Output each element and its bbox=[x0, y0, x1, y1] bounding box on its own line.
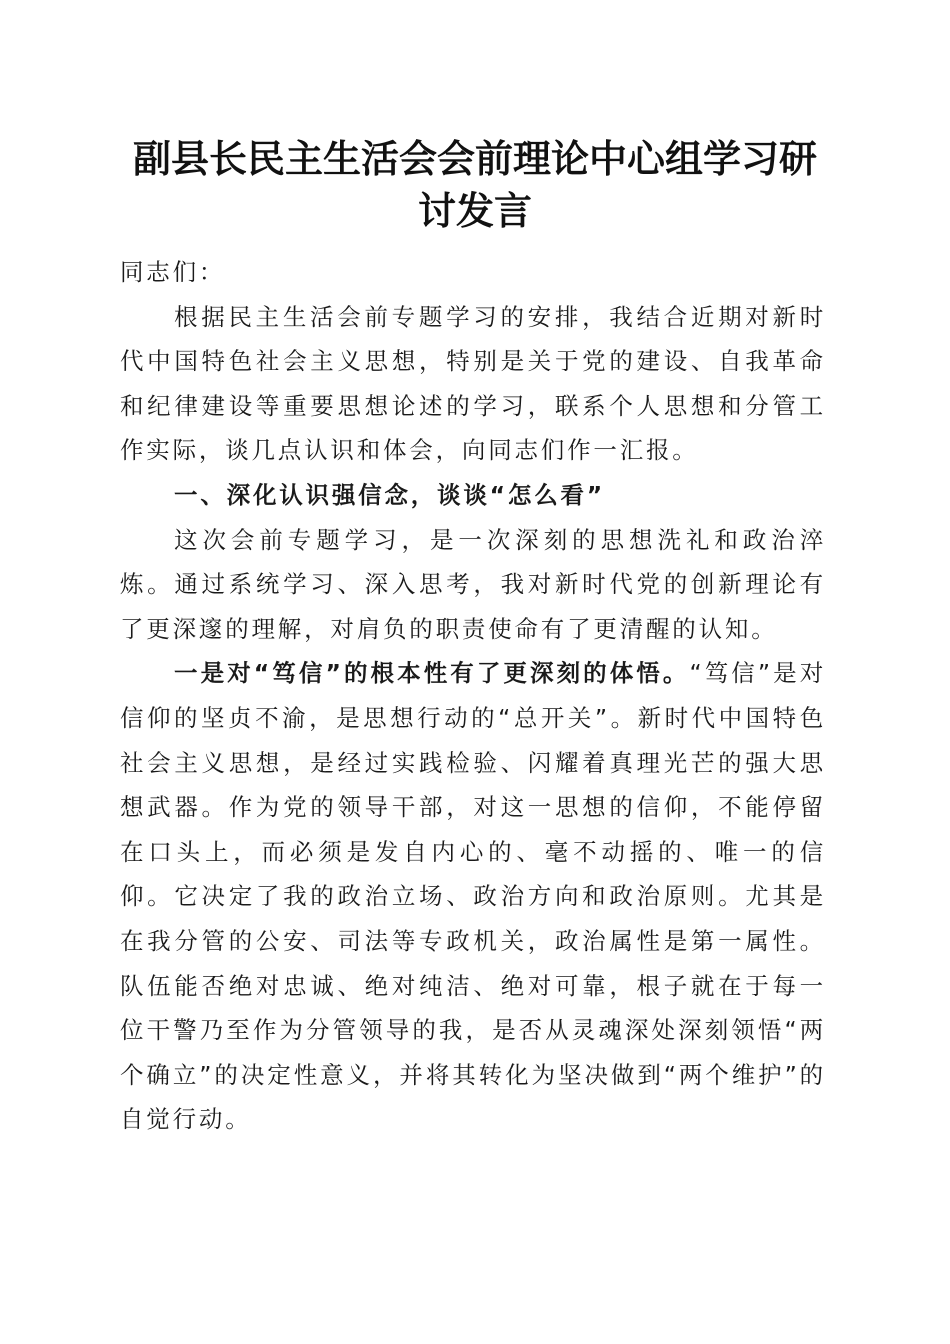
point-paragraph bbox=[120, 651, 826, 1142]
point-body: “笃信”是对信仰的坚贞不渝，是思想行动的“总开关”。新时代中国特色社会主义思想，是经过实践检验、闪耀着真理光芒的强大思想武器。作为党的领导干部，对这一思想的信仰，不能停留在口头上，而必须是发自内心的、毫不动摇的、唯一的信仰。它决定了我的政治立场、政治方向和政治原则。尤其是在我分管的公安、司法等专政机关，政治属性是第一属性。队伍能否绝对忠诚、绝对纯洁、绝对可靠，根子就在于每一位干警乃至作为分管领导的我，是否从灵魂深处深刻领悟“两个确立”的决定性意义，并将其转化为坚决做到“两个维护”的自觉行动。 bbox=[120, 659, 826, 1134]
document-body bbox=[120, 250, 826, 1142]
intro-paragraph: 根据民主生活会前专题学习的安排，我结合近期对新时代中国特色社会主义思想，特别是关于党的建设、自我革命和纪律建设等重要思想论述的学习，联系个人思想和分管工作实际，谈几点认识和体会，向同志们作一汇报。 bbox=[120, 302, 826, 465]
point-lead: 一是对“笃信”的根本性有了更深刻的体悟。 bbox=[174, 659, 690, 688]
salutation: 同志们： bbox=[120, 258, 226, 286]
section-paragraph: 这次会前专题学习，是一次深刻的思想洗礼和政治淬炼。通过系统学习、深入思考，我对新时代党的创新理论有了更深邃的理解，对肩负的职责使命有了更清醒的认知。 bbox=[120, 525, 826, 643]
section-heading: 一、深化认识强信念，谈谈“怎么看” bbox=[174, 480, 606, 509]
document-title: 副县长民主生活会会前理论中心组学习研讨发言 bbox=[132, 136, 817, 233]
